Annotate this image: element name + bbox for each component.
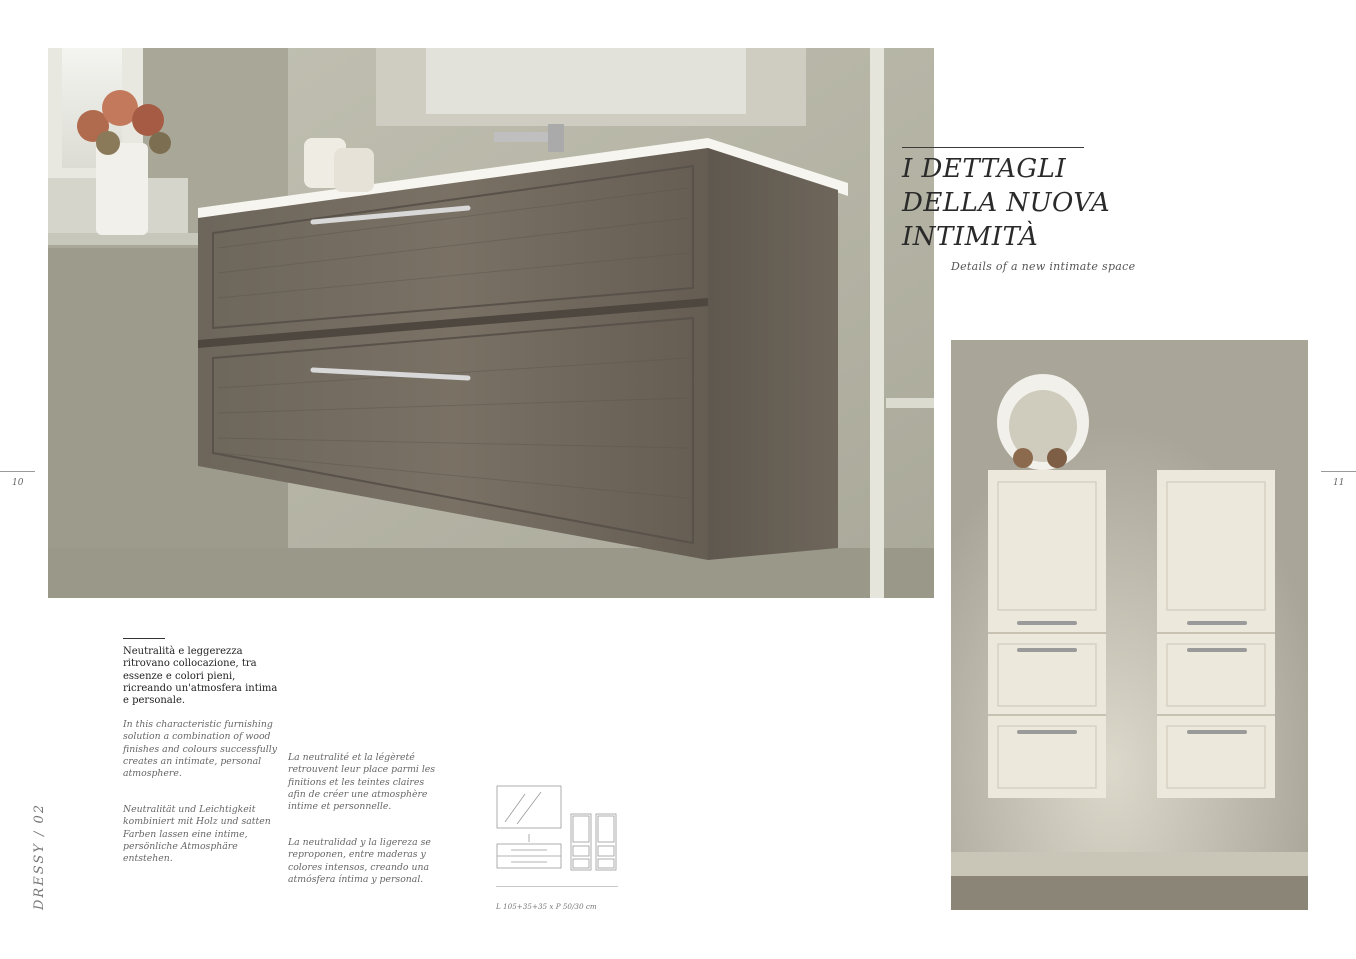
body-text-spanish: La neutralidad y la ligereza se reproponen, entre maderas y colores intensos, creando una atmósfera íntima y personal. xyxy=(288,837,431,885)
page-number-left: 10 xyxy=(12,478,24,488)
main-photo-vanity xyxy=(48,48,934,598)
body-text-italian: Neutralità e leggerezza ritrovano collocazione, tra essenze e colori pieni, ricreando un'atmosfera intima e personale. xyxy=(123,646,278,707)
title-line-1: I DETTAGLI xyxy=(902,154,1067,184)
series-label-text: DRESSY / 02 xyxy=(32,802,47,910)
title-line-3: INTIMITÀ xyxy=(902,222,1039,252)
technical-drawing xyxy=(495,784,620,876)
page-subtitle: Details of a new intimate space xyxy=(951,260,1136,273)
body-text-rule xyxy=(123,638,165,639)
body-text-english: In this characteristic furnishing solution a combination of wood finishes and colours successfully creates an intimate, personal atmosphere. xyxy=(123,719,277,780)
heading-rule xyxy=(902,147,1084,148)
side-photo-tall-units xyxy=(951,340,1308,910)
page-number-rule-left xyxy=(0,471,35,472)
page-title xyxy=(902,152,1202,254)
page-number-right: 11 xyxy=(1333,478,1345,488)
page-number-rule-right xyxy=(1321,471,1356,472)
series-label xyxy=(28,802,58,910)
title-line-2: DELLA NUOVA xyxy=(902,188,1111,218)
dimensions-caption: L 105+35+35 x P 50/30 cm xyxy=(496,902,597,911)
body-text-french: La neutralité et la légèreté retrouvent leur place parmi les finitions et les teintes claires afin de créer une atmosphère intime et personnelle. xyxy=(288,752,436,813)
body-text-german: Neutralität und Leichtigkeit kombiniert mit Holz und satten Farben lassen eine intime, persönliche Atmosphäre entstehen. xyxy=(123,804,271,865)
dimensions-rule xyxy=(496,886,618,887)
